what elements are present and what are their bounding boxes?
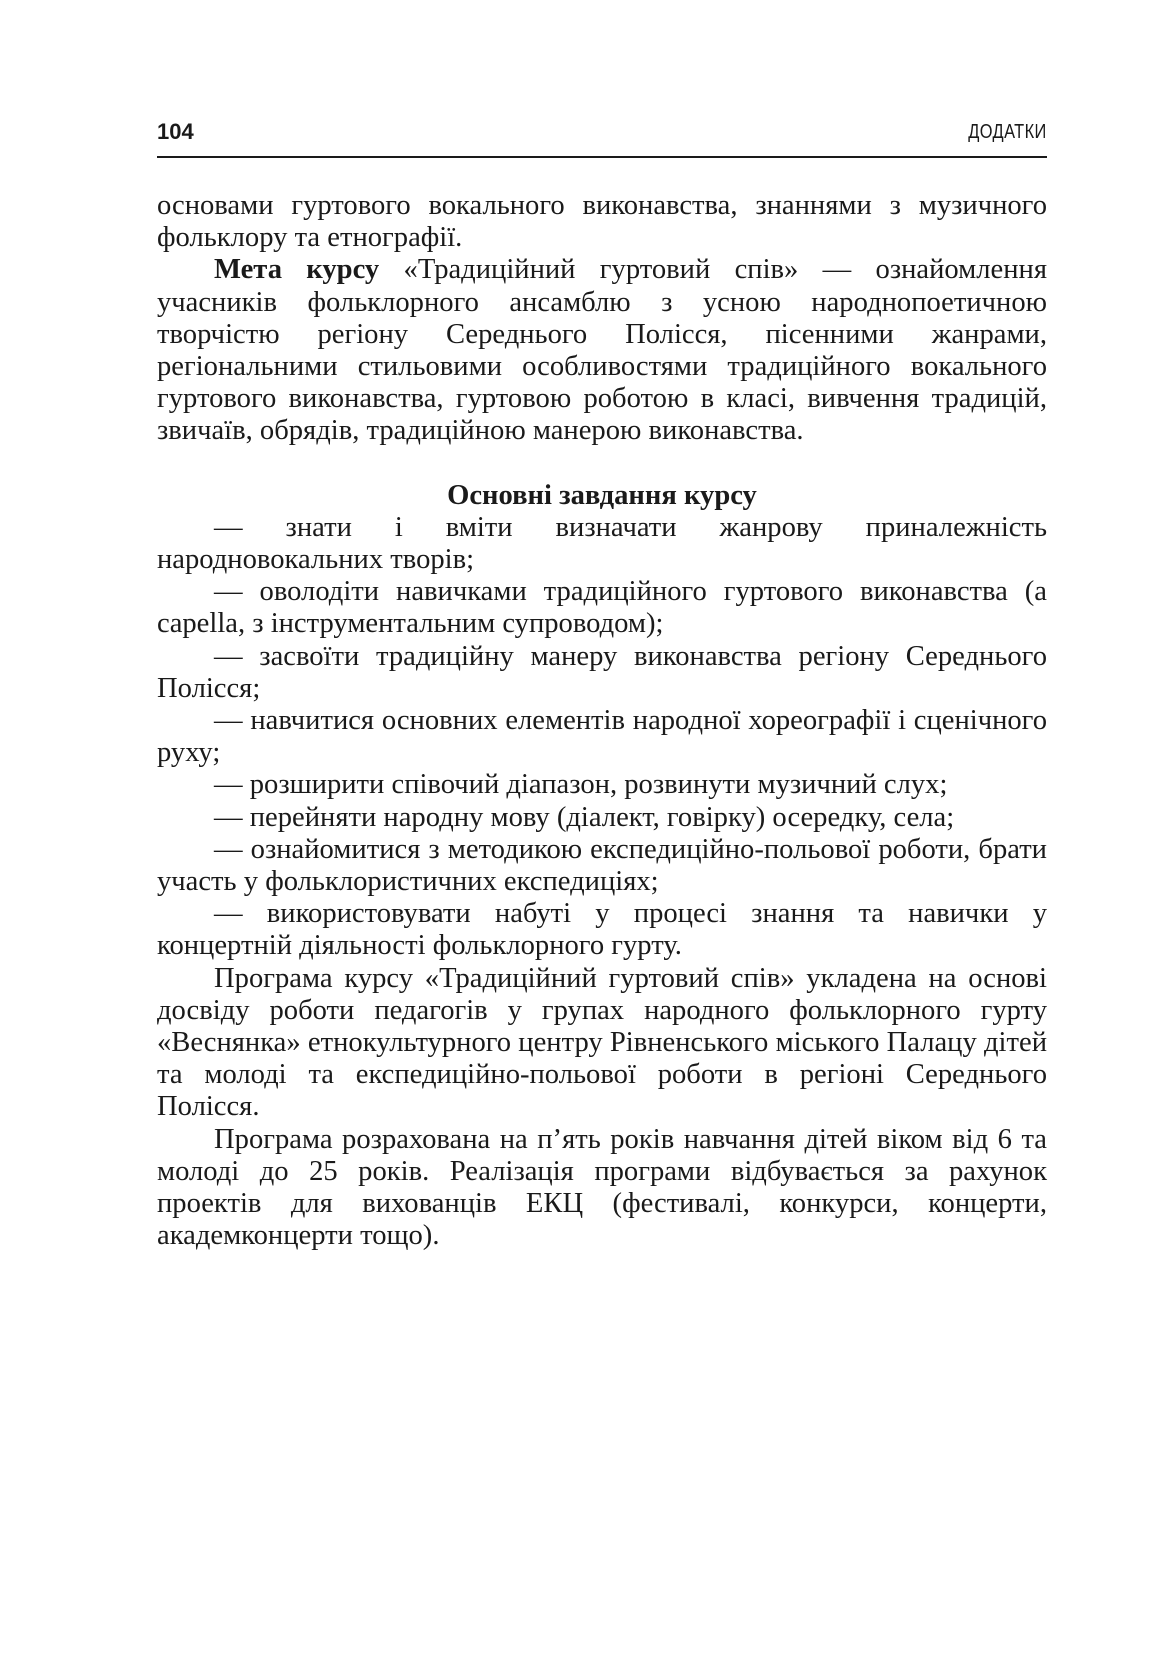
task-item: — засвоїти традиційну манеру виконавства регіону Середнього Полісся;: [157, 640, 1047, 704]
task-item: — перейняти народну мову (діалект, говірку) осередку, села;: [214, 801, 955, 833]
task-item: — навчитися основних елементів народної хореографії і сценічного руху;: [157, 705, 1047, 769]
task-item: — знати і вміти визначати жанрову приналежність народновокальних творів;: [157, 511, 1047, 576]
task-item: — ознайомитися з методикою експедиційно-польової роботи, брати участь у фольклористичних експедиціях;: [157, 833, 1047, 898]
body-text: [157, 190, 1047, 1253]
paragraph-program-duration: Програма розрахована на п’ять років навчання дітей віком від 6 та молоді до 25 років. Реалізація програми відбувається за рахунок проектів для вихованців ЕКЦ (фестивалі, конкурси, концерти, академконцерти тощо).: [157, 1123, 1047, 1252]
section-heading: Основні завдання курсу: [447, 479, 757, 511]
running-title: ДОДАТКИ: [968, 121, 1047, 143]
task-item: — оволодіти навичками традиційного гуртового виконавства (a capella, з інструментальним супроводом);: [157, 576, 1047, 640]
course-goal-text: «Традиційний гуртовий спів» — ознайомлення учасників фольклорного ансамблю з усною народнопоетичною творчістю регіону Середнього Полісся, пісенними жанрами, регіональними стильовими особливостями традиційного вокального гуртового виконавства, гуртовою роботою в класі, вивчення традицій, звичаїв, обрядів, традиційною манерою виконавства.: [157, 254, 1047, 447]
paragraph-continuation: основами гуртового вокального виконавства, знаннями з музичного фольклору та етнографії.: [157, 190, 1047, 254]
paragraph-program-basis: Програма курсу «Традиційний гуртовий спів» укладена на основі досвіду роботи педагогів у групах народного фольклорного гурту «Веснянка» етнокультурного центру Рівненського міського Палацу дітей та молоді та експедиційно-польової роботи в регіоні Середнього Полісся.: [157, 962, 1047, 1123]
task-list: [157, 512, 1047, 963]
page-header: [157, 118, 1047, 158]
page-number: 104: [157, 119, 194, 144]
task-item: — використовувати набуті у процесі знання та навички у концертній діяльності фольклорного гурту.: [157, 898, 1047, 962]
paragraph-course-goal: [157, 254, 1047, 447]
task-item: — розширити співочий діапазон, розвинути музичний слух;: [214, 769, 948, 801]
course-goal-label: Мета курсу: [214, 254, 380, 286]
header-rule: [157, 156, 1047, 158]
